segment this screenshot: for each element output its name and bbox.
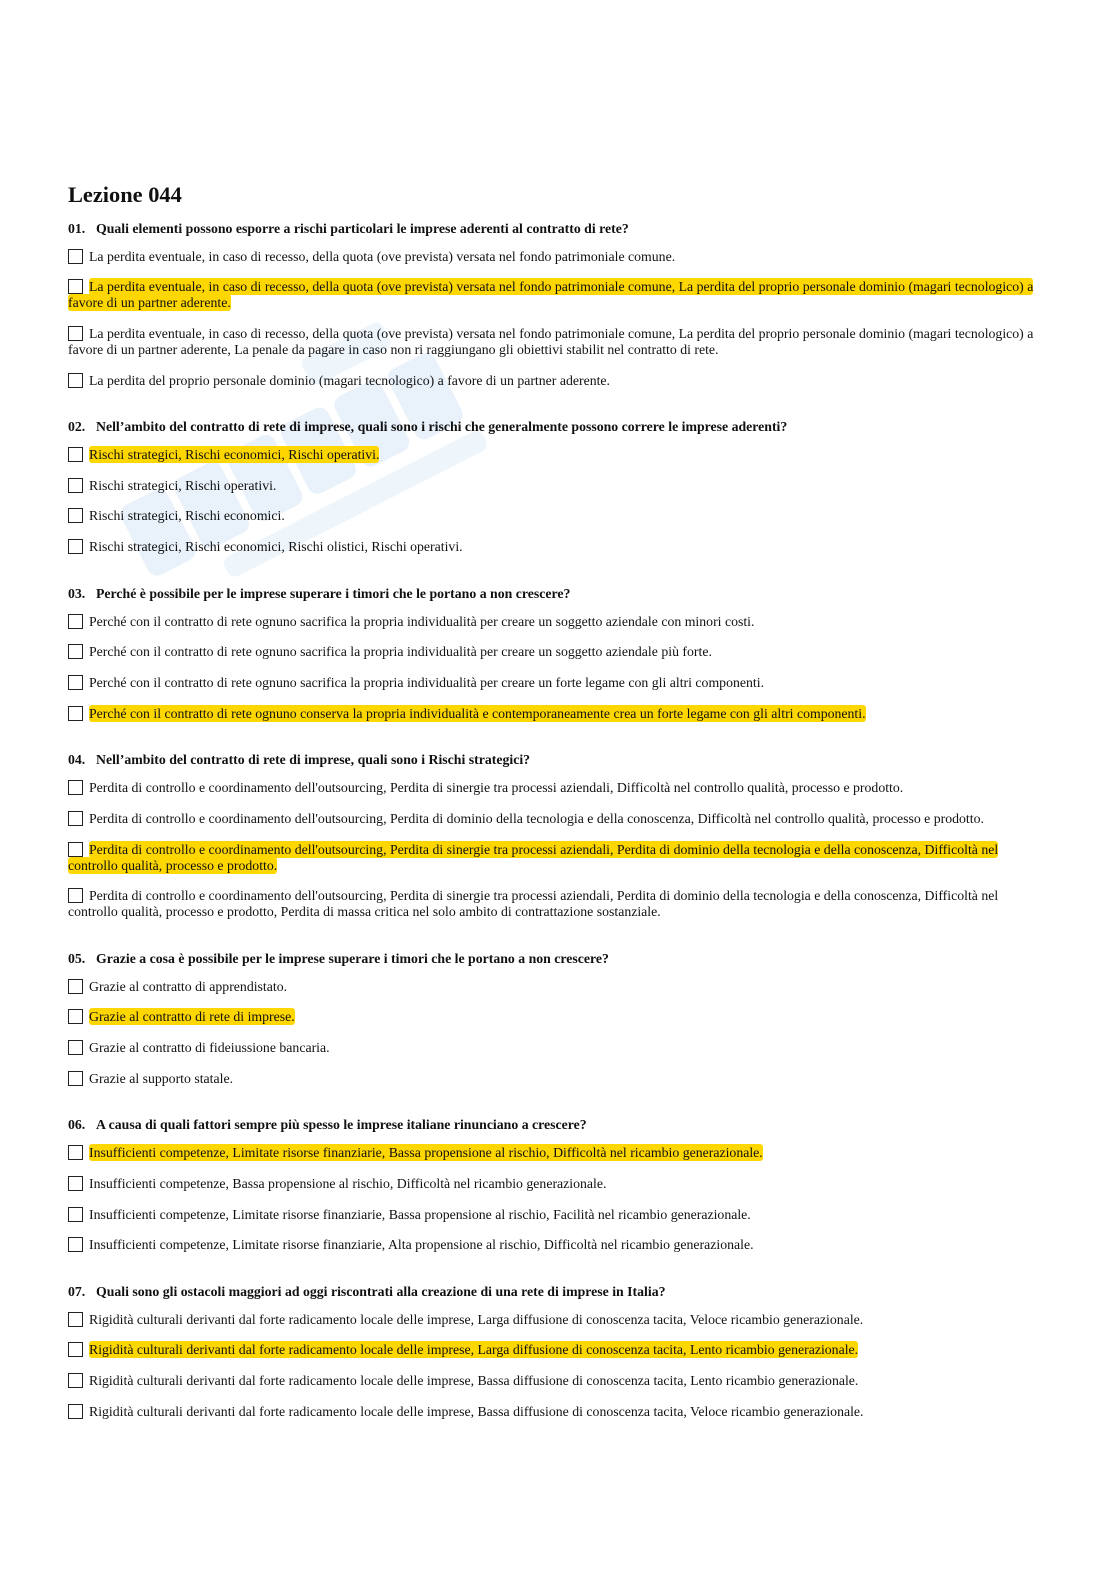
question-number: 06.: [68, 1117, 86, 1133]
checkbox: [68, 780, 83, 795]
checkbox: [68, 1404, 83, 1419]
question-text: A causa di quali fattori sempre più spesso le imprese italiane rinunciano a crescere?: [96, 1117, 587, 1133]
question-text: Perché è possibile per le imprese superare i timori che le portano a non crescere?: [96, 585, 571, 601]
answer-text: La perdita eventuale, in caso di recesso, della quota (ove prevista) versata nel fondo patrimoniale comune, La perdita del proprio personale dominio (magari tecnologico) a favore di un partner aderente, La penale da pagare in caso non ri raggiungano gli obiettivi stabilit nel contratto di rete.: [68, 325, 1034, 357]
answer-option: [68, 842, 1044, 874]
answer-option: [68, 1404, 1044, 1420]
answer-option: [68, 508, 1044, 524]
checkbox: [68, 447, 83, 462]
answer-text: Perdita di controllo e coordinamento dell'outsourcing, Perdita di sinergie tra processi aziendali, Difficoltà nel controllo qualità, processo e prodotto.: [89, 780, 904, 796]
checkbox: [68, 539, 83, 554]
answer-text: Rischi strategici, Rischi economici, Rischi operativi.: [89, 447, 380, 463]
checkbox: [68, 249, 83, 264]
answer-text: Rigidità culturali derivanti dal forte radicamento locale delle imprese, Larga diffusione di conoscenza tacita, Lento ricambio generazionale.: [89, 1342, 859, 1358]
question-text: Quali sono gli ostacoli maggiori ad oggi riscontrati alla creazione di una rete di imprese in Italia?: [96, 1283, 666, 1299]
answer-text: Rigidità culturali derivanti dal forte radicamento locale delle imprese, Bassa diffusione di conoscenza tacita, Lento ricambio generazionale.: [89, 1373, 859, 1389]
checkbox: [68, 1342, 83, 1357]
checkbox: [68, 979, 83, 994]
answer-text: Grazie al contratto di fideiussione bancaria.: [89, 1040, 330, 1056]
question: [68, 950, 1044, 967]
answer-option: [68, 539, 1044, 555]
answer-option: [68, 1342, 1044, 1358]
checkbox: [68, 706, 83, 721]
answer-option: [68, 478, 1044, 494]
checkbox: [68, 279, 83, 294]
checkbox: [68, 1373, 83, 1388]
question-number: 04.: [68, 752, 86, 768]
answer-option: [68, 644, 1044, 660]
page-title: Lezione 044: [68, 182, 182, 207]
answer-text: La perdita eventuale, in caso di recesso, della quota (ove prevista) versata nel fondo patrimoniale comune, La perdita del proprio personale dominio (magari tecnologico) a favore di un partner aderente.: [68, 279, 1034, 311]
answer-option: [68, 1207, 1044, 1223]
answer-text: Insufficienti competenze, Bassa propensione al rischio, Difficoltà nel ricambio generazionale.: [89, 1175, 607, 1191]
checkbox: [68, 1312, 83, 1327]
question-number: 05.: [68, 950, 86, 966]
answer-option: [68, 1040, 1044, 1056]
question: [68, 1116, 1044, 1133]
answer-option: [68, 1373, 1044, 1389]
document-content: [68, 182, 1044, 1435]
checkbox: [68, 1071, 83, 1086]
answer-option: [68, 1176, 1044, 1192]
checkbox: [68, 811, 83, 826]
answer-option: [68, 447, 1044, 463]
answer-option: [68, 1145, 1044, 1161]
answer-text: Rischi strategici, Rischi economici.: [89, 508, 285, 524]
answer-text: Perché con il contratto di rete ognuno sacrifica la propria individualità per creare un soggetto aziendale con minori costi.: [89, 613, 755, 629]
answer-option: [68, 811, 1044, 827]
answer-option: [68, 675, 1044, 691]
question-number: 02.: [68, 419, 86, 435]
checkbox: [68, 1145, 83, 1160]
question-text: Grazie a cosa è possibile per le imprese superare i timori che le portano a non crescere?: [96, 950, 609, 966]
question-number: 03.: [68, 585, 86, 601]
answer-option: [68, 249, 1044, 265]
checkbox: [68, 675, 83, 690]
checkbox: [68, 842, 83, 857]
answer-text: Rischi strategici, Rischi operativi.: [89, 477, 277, 493]
checkbox: [68, 1040, 83, 1055]
checkbox: [68, 1207, 83, 1222]
question: [68, 1283, 1044, 1300]
answer-text: Rigidità culturali derivanti dal forte radicamento locale delle imprese, Larga diffusione di conoscenza tacita, Veloce ricambio generazionale.: [89, 1311, 864, 1327]
answer-text: La perdita del proprio personale dominio (magari tecnologico) a favore di un partner aderente.: [89, 372, 611, 388]
answer-option: [68, 706, 1044, 722]
answer-text: Perdita di controllo e coordinamento dell'outsourcing, Perdita di sinergie tra processi aziendali, Perdita di dominio della tecnologia e della conoscenza, Difficoltà nel controllo qualità, processo e prodotto.: [68, 841, 999, 873]
answer-text: Perdita di controllo e coordinamento dell'outsourcing, Perdita di sinergie tra processi aziendali, Perdita di dominio della tecnologia e della conoscenza, Difficoltà nel controllo qualità, processo e prodotto, Perdita di massa critica nel solo ambito di contrattazione sostanziale.: [68, 888, 999, 920]
answer-option: [68, 1009, 1044, 1025]
checkbox: [68, 644, 83, 659]
checkbox: [68, 1009, 83, 1024]
question-block: [68, 950, 1044, 1102]
answer-text: Grazie al contratto di rete di imprese.: [89, 1009, 295, 1025]
answer-text: Perdita di controllo e coordinamento dell'outsourcing, Perdita di dominio della tecnologia e della conoscenza, Difficoltà nel controllo qualità, processo e prodotto.: [89, 810, 984, 826]
checkbox: [68, 326, 83, 341]
question-block: [68, 220, 1044, 404]
question-number: 07.: [68, 1283, 86, 1299]
answer-text: Insufficienti competenze, Limitate risorse finanziarie, Bassa propensione al rischio, Difficoltà nel ricambio generazionale.: [89, 1145, 763, 1161]
answer-option: [68, 1237, 1044, 1253]
question-text: Nell’ambito del contratto di rete di imprese, quali sono i rischi che generalmente possono correre le imprese aderenti?: [96, 419, 788, 435]
answer-option: [68, 979, 1044, 995]
answer-option: [68, 279, 1044, 311]
question-text: Nell’ambito del contratto di rete di imprese, quali sono i Rischi strategici?: [96, 752, 531, 768]
question: [68, 220, 1044, 237]
question-block: [68, 1116, 1044, 1268]
checkbox: [68, 478, 83, 493]
answer-text: Grazie al supporto statale.: [89, 1070, 234, 1086]
answer-option: [68, 1071, 1044, 1087]
question-block: [68, 585, 1044, 737]
answer-text: La perdita eventuale, in caso di recesso, della quota (ove prevista) versata nel fondo patrimoniale comune.: [89, 248, 676, 264]
answer-text: Perché con il contratto di rete ognuno sacrifica la propria individualità per creare un soggetto aziendale più forte.: [89, 644, 712, 660]
question-block: [68, 418, 1044, 570]
question-block: [68, 1283, 1044, 1435]
answer-option: [68, 780, 1044, 796]
question-text: Quali elementi possono esporre a rischi particolari le imprese aderenti al contratto di rete?: [96, 220, 629, 236]
question-block: [68, 751, 1044, 935]
checkbox: [68, 508, 83, 523]
question: [68, 585, 1044, 602]
checkbox: [68, 888, 83, 903]
checkbox: [68, 373, 83, 388]
answer-text: Rischi strategici, Rischi economici, Rischi olistici, Rischi operativi.: [89, 539, 463, 555]
checkbox: [68, 1176, 83, 1191]
answer-option: [68, 614, 1044, 630]
question-number: 01.: [68, 220, 86, 236]
answer-text: Insufficienti competenze, Limitate risorse finanziarie, Bassa propensione al rischio, Facilità nel ricambio generazionale.: [89, 1206, 751, 1222]
checkbox: [68, 614, 83, 629]
question: [68, 418, 1044, 435]
answer-option: [68, 888, 1044, 920]
answer-text: Perché con il contratto di rete ognuno sacrifica la propria individualità per creare un forte legame con gli altri componenti.: [89, 674, 765, 690]
answer-text: Rigidità culturali derivanti dal forte radicamento locale delle imprese, Bassa diffusione di conoscenza tacita, Veloce ricambio generazionale.: [89, 1403, 864, 1419]
checkbox: [68, 1237, 83, 1252]
answer-option: [68, 1312, 1044, 1328]
answer-text: Grazie al contratto di apprendistato.: [89, 978, 288, 994]
answer-text: Perché con il contratto di rete ognuno conserva la propria individualità e contemporaneamente crea un forte legame con gli altri componenti.: [89, 705, 866, 721]
answer-text: Insufficienti competenze, Limitate risorse finanziarie, Alta propensione al rischio, Difficoltà nel ricambio generazionale.: [89, 1237, 754, 1253]
answer-option: [68, 326, 1044, 358]
answer-option: [68, 373, 1044, 389]
question: [68, 751, 1044, 768]
